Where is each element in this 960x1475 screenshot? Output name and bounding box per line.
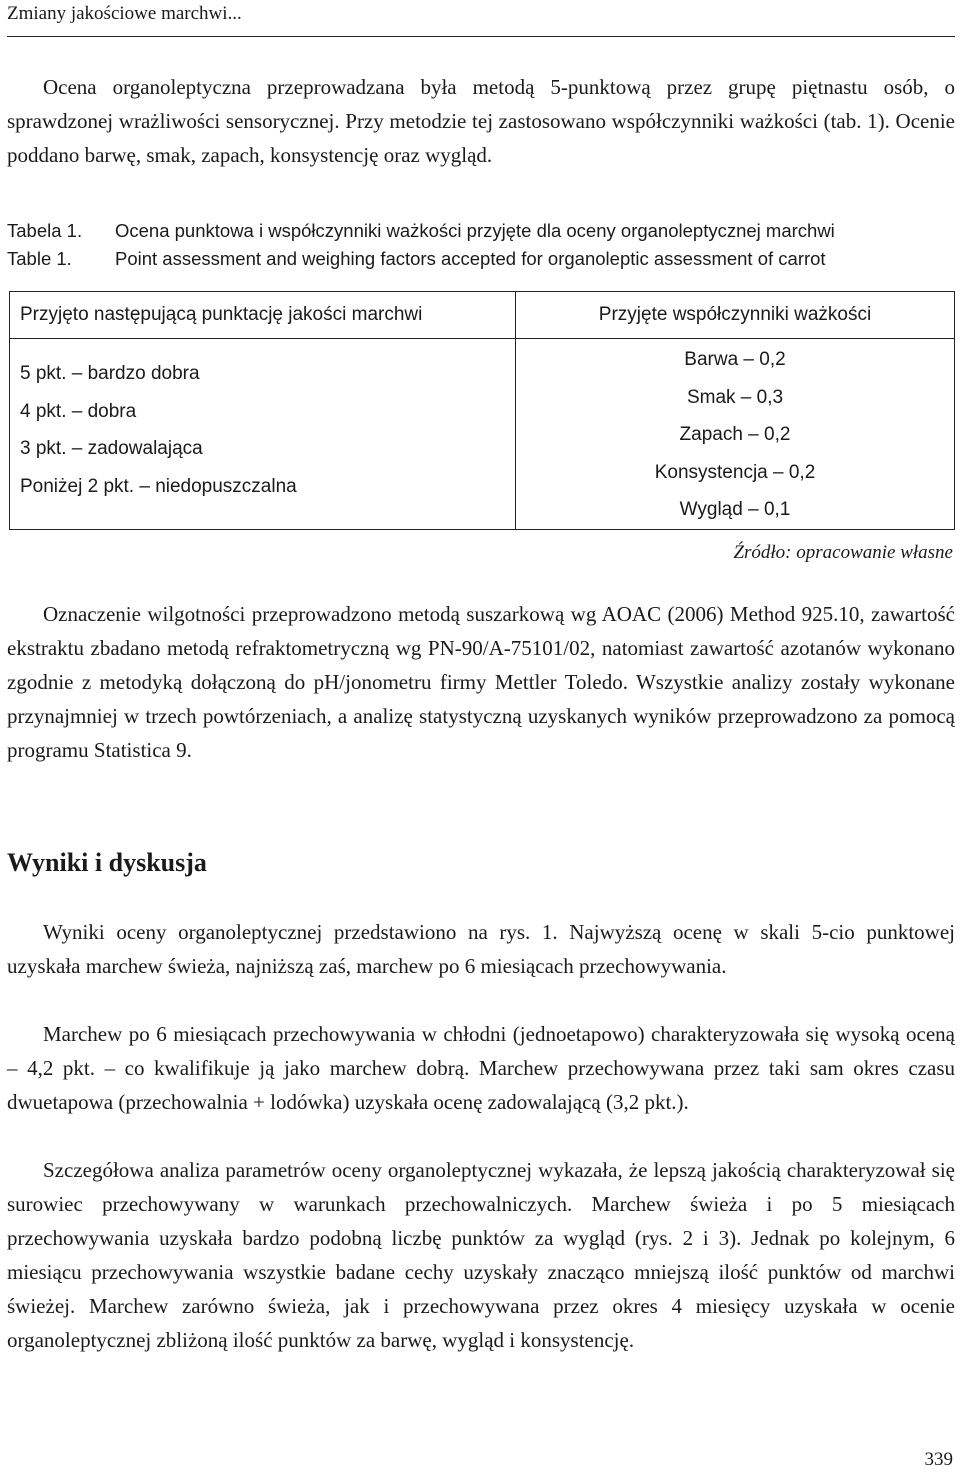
scores-cell [10,339,516,530]
running-head: Zmiany jakościowe marchwi... [7,3,242,24]
score-item: 3 pkt. – zadowalająca [20,438,203,459]
weight-item: Konsystencja – 0,2 [654,461,816,483]
score-item: 4 pkt. – dobra [20,400,137,422]
table-label-pl: Tabela 1. [7,220,83,241]
scoring-table [9,291,955,530]
page-number: 339 [924,1449,953,1470]
header-rule [7,36,955,37]
results-paragraph: Wyniki oceny organoleptycznej przedstawiono na rys. 1. Najwyższą ocenę w skali 5-cio punktowej uzyskała marchew świeża, najniższą zaś, marchew po 6 miesiącach przechowywania. [7,920,955,978]
score-item: 5 pkt. – bardzo dobra [20,363,200,384]
table-label-en: Table 1. [7,248,72,269]
methods-paragraph: Oznaczenie wilgotności przeprowadzono metodą suszarkową wg AOAC (2006) Method 925.10, zawartość ekstraktu zbadano metodą refraktometryczną wg PN-90/A-75101/02, natomiast zawartość azotanów wykonano zgodnie z metodyką dołączoną do pH/jonometru firmy Mettler Toledo. Wszystkie analizy zostały wykonane przynajmniej w trzech powtórzeniach, a analizę statystyczną uzyskanych wyników przeprowadzono za pomocą programu Statistica 9. [7,602,955,762]
scoring-header: Przyjęto następującą punktację jakości marchwi [10,292,516,339]
results-paragraph: Szczegółowa analiza parametrów oceny organoleptycznej wykazała, że lepszą jakością charakteryzował się surowiec przechowywany w warunkach przechowalniczych. Marchew świeża i po 5 miesiącach przechowywania uzyskała bardzo podobną liczbę punktów za wygląd (rys. 2 i 3). Jednak po kolejnym, 6 miesiącu przechowywania wszystkie badane cechy uzyskały znacząco mniejszą ilość punktów od marchwi świeżej. Marchew zarówno świeża, jak i przechowywana przez okres 4 miesięcy uzyskała w ocenie organoleptycznej zbliżoną ilość punktów za barwę, wygląd i konsystencję. [7,1158,955,1352]
score-item: Poniżej 2 pkt. – niedopuszczalna [20,475,297,497]
weights-header: Przyjęte współczynniki ważkości [516,292,955,339]
table-caption-en: Point assessment and weighing factors accepted for organoleptic assessment of carrot [115,248,826,269]
intro-paragraph: Ocena organoleptyczna przeprowadzana była metodą 5-punktową przez grupę piętnastu osób, o sprawdzonej wrażliwości sensorycznej. Przy metodzie tej zastosowano współczynniki ważkości (tab. 1). Ocenie poddano barwę, smak, zapach, konsystencję oraz wygląd. [7,75,955,167]
weight-item: Barwa – 0,2 [684,349,786,370]
section-heading: Wyniki i dyskusja [7,848,207,877]
source-note: Źródło: opracowanie własne [733,542,953,563]
weight-item: Smak – 0,3 [686,386,784,408]
weights-cell [516,339,955,530]
weight-item: Wygląd – 0,1 [679,499,791,520]
weight-item: Zapach – 0,2 [679,424,791,445]
results-paragraph: Marchew po 6 miesiącach przechowywania w chłodni (jednoetapowo) charakteryzowała się wysoką oceną – 4,2 pkt. – co kwalifikuje ją jako marchew dobrą. Marchew przechowywana przez taki sam okres czasu dwuetapowa (przechowalnia + lodówka) uzyskała ocenę zadowalającą (3,2 pkt.). [7,1022,955,1114]
table-caption-pl: Ocena punktowa i współczynniki ważkości przyjęte dla oceny organoleptycznej marchwi [115,220,835,241]
